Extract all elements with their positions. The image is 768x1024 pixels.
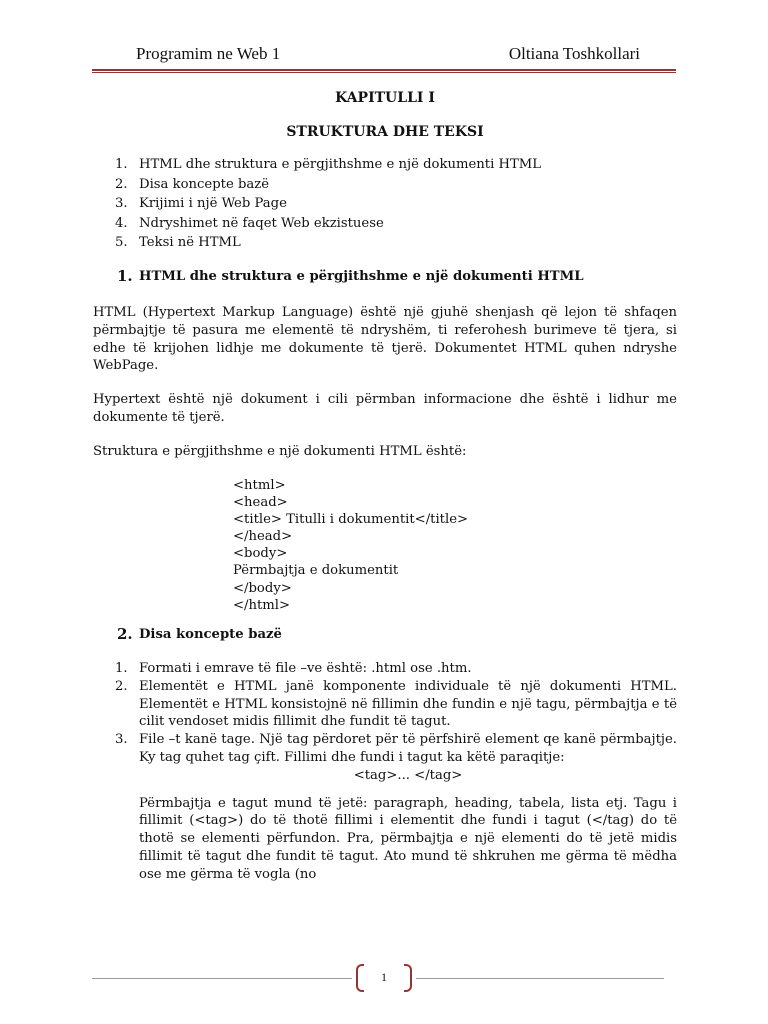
page-header [136, 44, 640, 68]
list-item-number: 1. [115, 157, 128, 172]
page-content [93, 88, 677, 884]
list-item [115, 678, 677, 731]
header-rule-thin [92, 72, 676, 73]
chapter-label: KAPITULLI I [335, 90, 435, 106]
list-item [115, 660, 677, 678]
list-item [115, 731, 677, 883]
code-line: </html> [233, 597, 291, 613]
code-line: <html> [233, 477, 286, 493]
section-1-paragraph-3: Struktura e përgjithshme e një dokumenti HTML është: [93, 443, 467, 459]
chapter-title: STRUKTURA DHE TEKSI [286, 124, 484, 140]
section-1-heading [93, 268, 677, 288]
list-item [115, 234, 677, 254]
list-item-number: 3. [115, 196, 128, 212]
code-line: </head> [233, 529, 293, 545]
chapter-contents-list [93, 156, 677, 254]
header-course-title: Programim ne Web 1 [136, 44, 281, 63]
code-line: <body> [233, 546, 288, 562]
section-2-number: 2. [117, 625, 133, 644]
concepts-list [93, 660, 677, 884]
section-1-paragraph-2: Hypertext është një dokument i cili përmban informacione dhe është i lidhur me dokumente të tjerë. [93, 392, 677, 425]
header-rule [92, 69, 676, 73]
html-structure-code [233, 477, 677, 615]
header-rule-thick [92, 69, 676, 71]
section-1-paragraph-1: HTML (Hypertext Markup Language) është një gjuhë shenjash që lejon të shfaqen përmbajtje të pasura me elementë të ndryshëm, ti referohesh burimeve të tjera, si edhe të krijohen lidhje me dokumente të tjerë. Dokumentet HTML quhen ndryshe WebPage. [93, 304, 677, 374]
list-item-number: 1. [115, 661, 128, 677]
header-author-name: Oltiana Toshkollari [508, 44, 640, 63]
list-item [115, 156, 677, 176]
list-item-text: Formati i emrave të file –ve është: .html ose .htm. [139, 661, 472, 677]
list-item-number: 2. [115, 678, 128, 694]
section-1-heading-text: HTML dhe struktura e përgjithshme e një dokumenti HTML [139, 268, 584, 284]
tag-content-paragraph: Përmbajtja e tagut mund të jetë: paragraph, heading, tabela, lista etj. Tagu i fillimit (<tag>) do të thotë fillimi i elementit dhe fundi i tagut (</tag) do të thotë se elementi përfundon. Pra, përmbajtja e një elementi do të jetë midis fillimit të tagut dhe fundit të tagut. Ato mund të shkruhen me gërma të mëdha ose me gërma të vogla (no [139, 795, 677, 882]
page-number: 1 [381, 970, 387, 984]
list-item-label: Teksi në HTML [139, 235, 241, 251]
code-line: <head> [233, 494, 288, 510]
list-item-label: Krijimi i një Web Page [139, 196, 287, 212]
section-1-number: 1. [117, 266, 133, 285]
list-item-text: File –t kanë tage. Një tag përdoret për të përfshirë element qe kanë përmbajtje. Ky tag quhet tag çift. Fillimi dhe fundi i tagut ka këtë paraqitje: [139, 732, 677, 766]
tag-example: <tag>... </tag> [353, 767, 463, 783]
list-item-number: 3. [115, 732, 128, 748]
section-2-heading-text: Disa koncepte bazë [139, 627, 282, 643]
list-item [115, 195, 677, 215]
list-item [115, 176, 677, 196]
code-line: <title> Titulli i dokumentit</title> [233, 511, 469, 527]
code-line: Përmbajtja e dokumentit [233, 563, 399, 579]
section-2-heading [93, 626, 677, 646]
list-item [115, 215, 677, 235]
list-item-label: Disa koncepte bazë [139, 176, 270, 192]
page-number-box [352, 964, 416, 994]
list-item-number: 2. [115, 176, 128, 192]
code-line: </body> [233, 580, 292, 596]
list-item-label: HTML dhe struktura e përgjithshme e një dokumenti HTML [139, 157, 542, 172]
list-item-label: Ndryshimet në faqet Web ekzistuese [139, 215, 384, 231]
list-item-number: 4. [115, 215, 128, 231]
list-item-number: 5. [115, 235, 128, 251]
right-brace-icon [404, 964, 412, 992]
list-item-text: Elementët e HTML janë komponente individuale të një dokumenti HTML. Elementët e HTML konsistojnë në fillimin dhe fundin e një tagu, përmbajtja e të cilit vendoset midis fillimit dhe fundit të tagut. [139, 678, 677, 730]
